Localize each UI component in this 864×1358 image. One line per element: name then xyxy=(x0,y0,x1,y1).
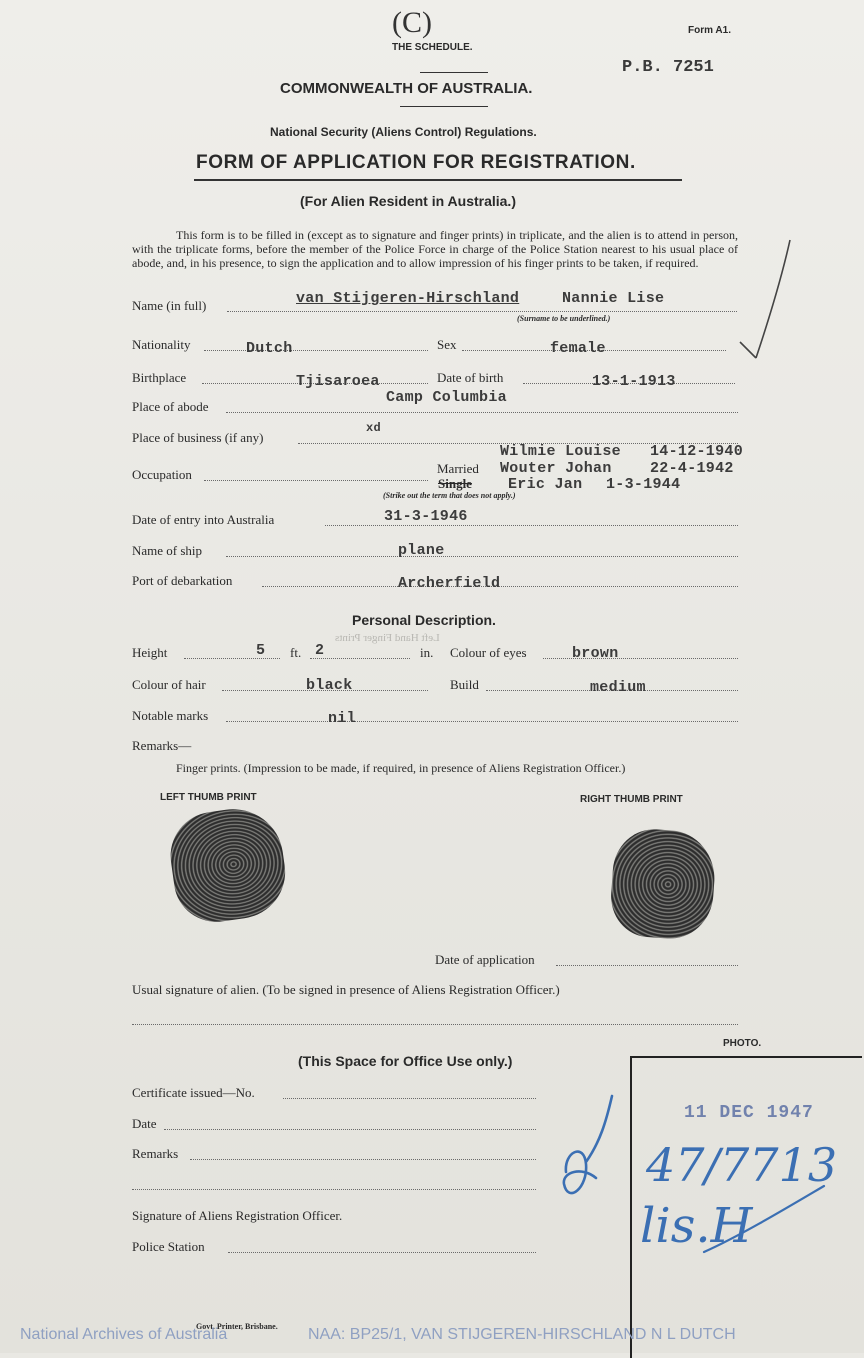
office-remarks-label: Remarks xyxy=(132,1146,179,1161)
birthplace-label: Birthplace xyxy=(132,370,187,385)
name-surname: van Stijgeren-Hirschland xyxy=(296,290,520,307)
married-label: Married xyxy=(437,461,479,476)
personal-heading: Personal Description. xyxy=(352,612,496,628)
business-label: Place of business (if any) xyxy=(132,430,264,445)
eyes-value: brown xyxy=(572,645,619,662)
height-ft-value: 5 xyxy=(256,642,266,659)
handwritten-underline xyxy=(700,1176,830,1256)
child-3-name: Eric Jan xyxy=(508,476,583,493)
port-label: Port of debarkation xyxy=(132,573,233,588)
form-subtitle: (For Alien Resident in Australia.) xyxy=(300,193,516,209)
photo-label: PHOTO. xyxy=(723,1038,762,1049)
ship-label: Name of ship xyxy=(132,543,203,558)
form-id: Form A1. xyxy=(688,25,731,36)
date-application-label: Date of application xyxy=(435,952,535,967)
certificate-label: Certificate issued—No. xyxy=(132,1085,255,1100)
name-label: Name (in full) xyxy=(132,298,207,313)
pb-number: P.B. 7251 xyxy=(622,58,714,77)
marks-label: Notable marks xyxy=(132,708,209,723)
printer-imprint: Govt. Printer, Brisbane. xyxy=(196,1322,278,1331)
height-in-value: 2 xyxy=(315,642,325,659)
received-stamp: 11 DEC 1947 xyxy=(684,1103,814,1123)
hair-value: black xyxy=(306,677,353,694)
officer-signature-label: Signature of Aliens Registration Officer. xyxy=(132,1208,343,1223)
office-date-label: Date xyxy=(132,1116,157,1131)
handwritten-reference: 47/7713 xyxy=(646,1138,838,1192)
left-thumb-label: LEFT THUMB PRINT xyxy=(160,792,257,803)
dob-value: 13-1-1913 xyxy=(592,373,676,390)
handwritten-flourish xyxy=(556,1092,622,1212)
build-label: Build xyxy=(450,677,479,692)
in-label: in. xyxy=(420,645,434,660)
entry-value: 31-3-1946 xyxy=(384,508,468,525)
height-label: Height xyxy=(132,645,168,660)
schedule-label: THE SCHEDULE. xyxy=(392,42,473,53)
child-2-date: 22-4-1942 xyxy=(650,460,734,477)
hair-label: Colour of hair xyxy=(132,677,206,692)
port-value: Archerfield xyxy=(398,575,501,592)
sex-value: female xyxy=(550,340,606,357)
archive-reference: NAA: BP25/1, VAN STIJGEREN-HIRSCHLAND N L DUTCH xyxy=(308,1326,736,1343)
bleed-through-text: Left Hand Finger Prints xyxy=(335,632,440,644)
single-label-struck: Single xyxy=(438,476,472,491)
right-thumb-print xyxy=(608,827,717,942)
right-thumb-label: RIGHT THUMB PRINT xyxy=(580,794,683,805)
office-heading: (This Space for Office Use only.) xyxy=(298,1053,513,1069)
ship-value: plane xyxy=(398,542,445,559)
name-given: Nannie Lise xyxy=(562,290,665,307)
child-2-name: Wouter Johan xyxy=(500,460,612,477)
remarks-label: Remarks— xyxy=(132,738,192,753)
entry-label: Date of entry into Australia xyxy=(132,512,275,527)
signature-label: Usual signature of alien. (To be signed in presence of Aliens Registration Officer.) xyxy=(132,982,560,997)
business-value: xd xyxy=(366,421,382,435)
country-heading: COMMONWEALTH OF AUSTRALIA. xyxy=(280,80,533,97)
instructions: This form is to be filled in (except as to signature and finger prints) in triplicate, and the alien is to attend in person, with the triplicate forms, before the member of the Police Force in charge of the Police Station nearest to his usual place of abode, and, in his presence, to sign the application and to allow impression of his finger prints to be taken, if required. xyxy=(132,228,738,270)
handwritten-initials: lis.H xyxy=(640,1198,753,1254)
abode-value: Camp Columbia xyxy=(386,389,507,406)
dob-label: Date of birth xyxy=(437,370,504,385)
left-thumb-print xyxy=(165,803,291,928)
eyes-label: Colour of eyes xyxy=(450,645,527,660)
birthplace-value: Tjisaroea xyxy=(296,373,380,390)
margin-pen-mark xyxy=(730,236,800,366)
archive-credit: National Archives of Australia xyxy=(20,1326,228,1343)
fingerprint-instructions: Finger prints. (Impression to be made, if required, in presence of Aliens Registration Officer.) xyxy=(176,761,626,775)
sex-label: Sex xyxy=(437,337,457,352)
name-note: (Surname to be underlined.) xyxy=(517,314,611,323)
nationality-label: Nationality xyxy=(132,337,191,352)
child-3-date: 1-3-1944 xyxy=(606,476,681,493)
ft-label: ft. xyxy=(290,645,302,660)
marks-value: nil xyxy=(328,710,356,727)
top-mark: (C) xyxy=(392,6,432,39)
occupation-label: Occupation xyxy=(132,467,192,482)
child-1-name: Wilmie Louise xyxy=(500,443,621,460)
child-1-date: 14-12-1940 xyxy=(650,443,744,460)
form-title: FORM OF APPLICATION FOR REGISTRATION. xyxy=(196,152,636,173)
strike-note: (Strike out the term that does not apply.) xyxy=(383,491,516,500)
police-station-label: Police Station xyxy=(132,1239,205,1254)
regulations-heading: National Security (Aliens Control) Regulations. xyxy=(270,125,537,139)
build-value: medium xyxy=(590,679,646,696)
nationality-value: Dutch xyxy=(246,340,293,357)
abode-label: Place of abode xyxy=(132,399,209,414)
